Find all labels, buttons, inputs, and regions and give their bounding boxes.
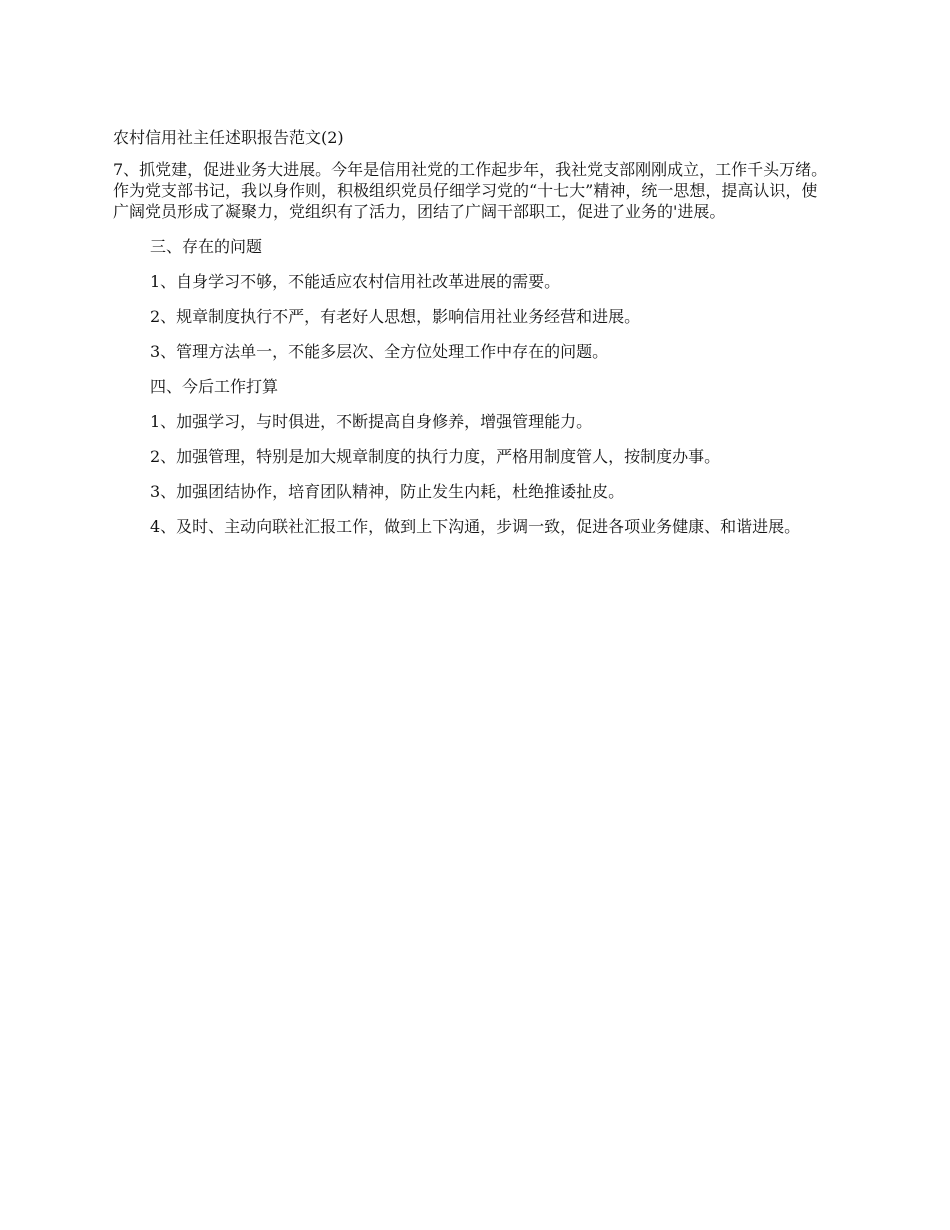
document-title: 农村信用社主任述职报告范文(2) [113,128,344,147]
plan-item-2: 2、加强管理，特别是加大规章制度的执行力度，严格用制度管人，按制度办事。 [150,447,721,466]
document-page [113,127,833,551]
plan-item-4: 4、及时、主动向联社汇报工作，做到上下沟通，步调一致，促进各项业务健康、和谐进展。 [150,517,801,536]
plan-item-3: 3、加强团结协作，培育团队精神，防止发生内耗，杜绝推诿扯皮。 [150,482,625,501]
plan-item-1: 1、加强学习，与时俱进，不断提高自身修养，增强管理能力。 [150,412,593,431]
section-heading-future-plans: 四、今后工作打算 [150,377,279,396]
problem-item-2: 2、规章制度执行不严，有老好人思想，影响信用社业务经营和进展。 [150,307,641,326]
paragraph-party-building: 7、抓党建，促进业务大进展。今年是信用社党的工作起步年，我社党支部刚刚成立，工作千头万绪。作为党支部书记，我以身作则，积极组织党员仔细学习党的“十七大”精神，统一思想，提高认识，使广阔党员形成了凝聚力，党组织有了活力，团结了广阔干部职工，促进了业务的'进展。 [113,160,828,221]
section-heading-existing-problems: 三、存在的问题 [150,237,263,256]
problem-item-1: 1、自身学习不够，不能适应农村信用社改革进展的需要。 [150,272,561,291]
problem-item-3: 3、管理方法单一，不能多层次、全方位处理工作中存在的问题。 [150,342,609,361]
